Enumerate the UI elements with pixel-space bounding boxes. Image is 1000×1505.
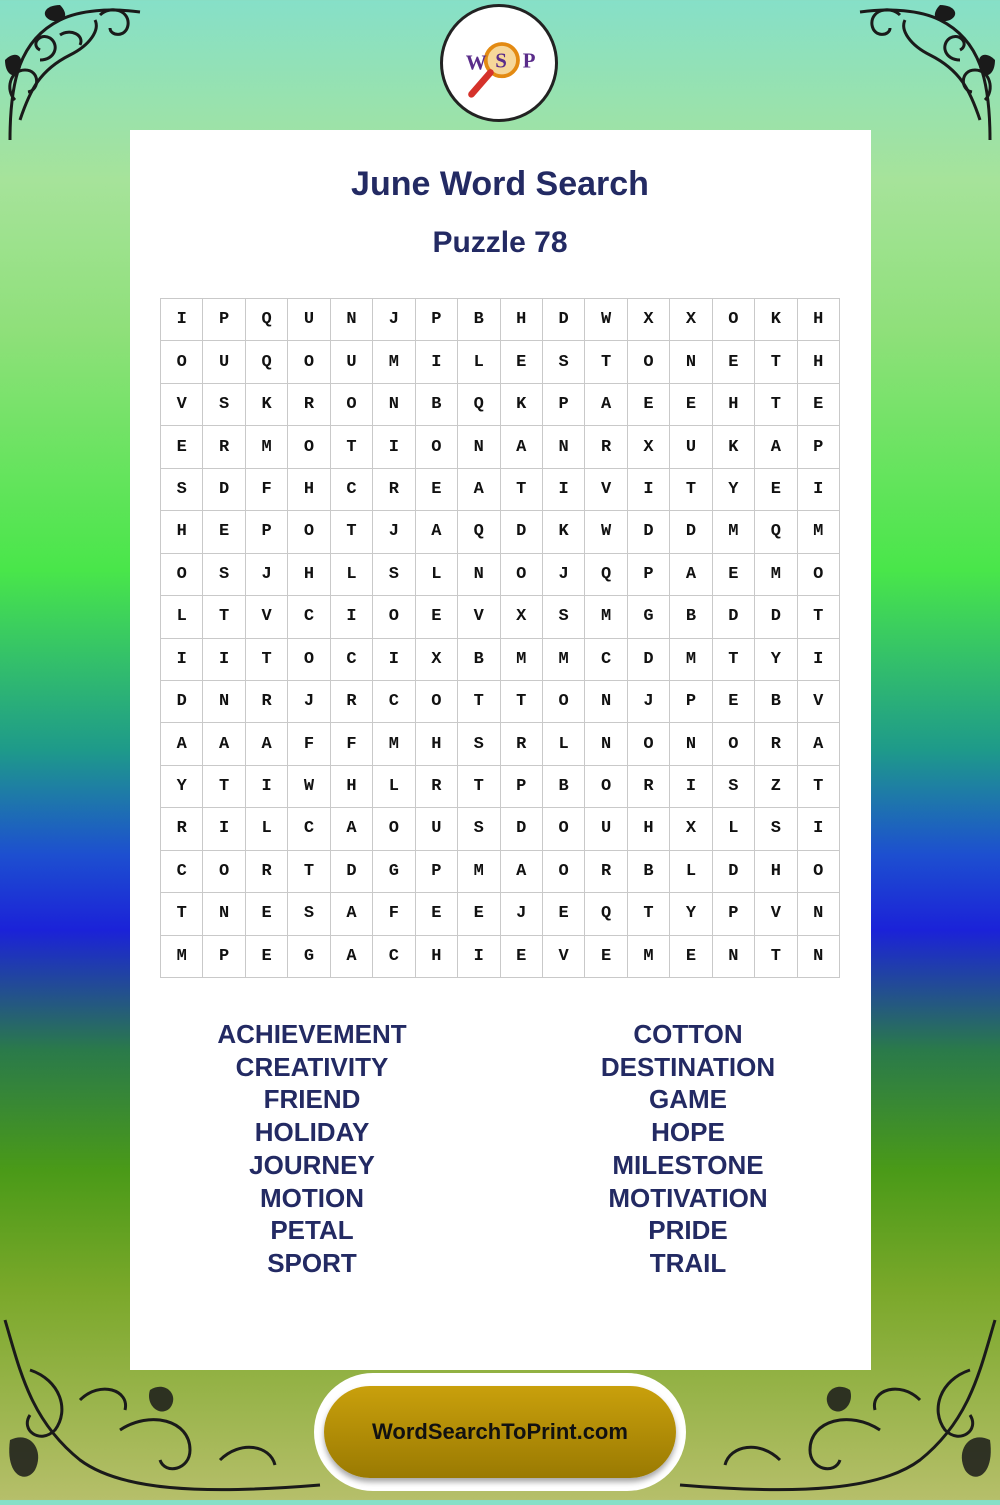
grid-cell[interactable]: R [585, 426, 627, 468]
grid-cell[interactable]: B [416, 384, 458, 426]
grid-cell[interactable]: N [585, 723, 627, 765]
grid-cell[interactable]: E [416, 469, 458, 511]
grid-cell[interactable]: N [203, 893, 245, 935]
grid-cell[interactable]: Q [246, 299, 288, 341]
grid-cell[interactable]: W [585, 299, 627, 341]
grid-cell[interactable]: T [755, 384, 797, 426]
grid-cell[interactable]: A [755, 426, 797, 468]
grid-cell[interactable]: N [203, 681, 245, 723]
word-list-item: PETAL [270, 1215, 354, 1246]
grid-cell[interactable]: A [331, 808, 373, 850]
grid-cell[interactable]: C [288, 808, 330, 850]
grid-cell[interactable]: D [543, 299, 585, 341]
grid-cell[interactable]: S [203, 554, 245, 596]
site-logo[interactable] [440, 4, 558, 122]
word-list-item: FRIEND [263, 1084, 361, 1115]
grid-cell[interactable]: X [416, 639, 458, 681]
grid-cell[interactable]: S [543, 596, 585, 638]
grid-cell[interactable]: E [161, 426, 203, 468]
grid-cell[interactable]: D [670, 511, 712, 553]
grid-cell[interactable]: T [458, 766, 500, 808]
grid-cell[interactable]: E [670, 384, 712, 426]
grid-cell[interactable]: U [670, 426, 712, 468]
grid-cell[interactable]: T [798, 766, 840, 808]
word-list-item: CREATIVITY [235, 1051, 389, 1082]
grid-cell[interactable]: P [713, 893, 755, 935]
grid-cell[interactable]: T [628, 893, 670, 935]
grid-cell[interactable]: J [288, 681, 330, 723]
grid-cell[interactable]: J [501, 893, 543, 935]
grid-cell[interactable]: O [288, 426, 330, 468]
grid-cell[interactable]: K [246, 384, 288, 426]
word-list-item: HOPE [651, 1117, 725, 1148]
grid-cell[interactable]: L [373, 766, 415, 808]
ornament-top-left [0, 0, 150, 150]
grid-cell[interactable]: M [798, 511, 840, 553]
grid-cell[interactable]: K [501, 384, 543, 426]
grid-cell[interactable]: I [331, 596, 373, 638]
grid-cell[interactable]: M [628, 936, 670, 978]
grid-cell[interactable]: Q [585, 554, 627, 596]
grid-cell[interactable]: K [543, 511, 585, 553]
grid-cell[interactable]: E [543, 893, 585, 935]
grid-cell[interactable]: S [458, 808, 500, 850]
grid-cell[interactable]: C [373, 936, 415, 978]
word-list-right [528, 1018, 848, 1280]
grid-cell[interactable]: X [628, 299, 670, 341]
word-list-item: MOTIVATION [608, 1182, 768, 1213]
grid-cell[interactable]: R [585, 851, 627, 893]
grid-cell[interactable]: P [670, 681, 712, 723]
word-list-item: DESTINATION [600, 1051, 776, 1082]
grid-cell[interactable]: T [755, 936, 797, 978]
grid-cell[interactable]: C [373, 681, 415, 723]
grid-cell[interactable]: E [713, 681, 755, 723]
grid-cell[interactable]: D [713, 596, 755, 638]
grid-cell[interactable]: W [585, 511, 627, 553]
grid-cell[interactable]: J [628, 681, 670, 723]
grid-cell[interactable]: E [798, 384, 840, 426]
grid-cell[interactable]: P [798, 426, 840, 468]
grid-cell[interactable]: H [628, 808, 670, 850]
word-list-item: TRAIL [649, 1247, 727, 1278]
word-list-item: ACHIEVEMENT [217, 1019, 407, 1049]
grid-cell[interactable]: D [203, 469, 245, 511]
grid-cell[interactable]: N [798, 936, 840, 978]
grid-cell[interactable]: U [203, 341, 245, 383]
grid-cell[interactable]: L [670, 851, 712, 893]
grid-cell[interactable]: A [331, 936, 373, 978]
word-list-left [152, 1018, 472, 1280]
grid-cell[interactable]: J [543, 554, 585, 596]
grid-cell[interactable]: R [501, 723, 543, 765]
grid-cell[interactable]: V [755, 893, 797, 935]
grid-cell[interactable]: T [501, 469, 543, 511]
grid-cell[interactable]: P [203, 299, 245, 341]
grid-cell[interactable]: O [628, 723, 670, 765]
grid-cell[interactable]: V [798, 681, 840, 723]
grid-cell[interactable]: N [585, 681, 627, 723]
grid-cell[interactable]: O [416, 426, 458, 468]
grid-cell[interactable]: A [458, 469, 500, 511]
grid-cell[interactable]: U [585, 808, 627, 850]
word-list-item: HOLIDAY [254, 1117, 370, 1148]
grid-cell[interactable]: E [713, 554, 755, 596]
grid-cell[interactable]: S [458, 723, 500, 765]
grid-cell[interactable]: S [755, 808, 797, 850]
grid-cell[interactable]: Q [246, 341, 288, 383]
grid-cell[interactable]: L [331, 554, 373, 596]
grid-cell[interactable]: Y [670, 893, 712, 935]
grid-cell[interactable]: O [331, 384, 373, 426]
grid-cell[interactable]: O [373, 596, 415, 638]
grid-cell[interactable]: T [458, 681, 500, 723]
grid-cell[interactable]: U [416, 808, 458, 850]
grid-cell[interactable]: L [543, 723, 585, 765]
grid-cell[interactable]: P [543, 384, 585, 426]
letter-grid[interactable] [160, 298, 840, 978]
grid-cell[interactable]: O [798, 851, 840, 893]
grid-cell[interactable]: B [670, 596, 712, 638]
word-list-item: MOTION [260, 1182, 364, 1213]
grid-cell[interactable]: E [246, 936, 288, 978]
grid-cell[interactable]: T [501, 681, 543, 723]
grid-cell[interactable]: D [331, 851, 373, 893]
grid-cell[interactable]: A [203, 723, 245, 765]
grid-cell[interactable]: M [543, 639, 585, 681]
grid-cell[interactable]: O [501, 554, 543, 596]
grid-cell[interactable]: M [246, 426, 288, 468]
grid-cell[interactable]: H [755, 851, 797, 893]
grid-cell[interactable]: A [501, 851, 543, 893]
grid-cell[interactable]: O [288, 341, 330, 383]
grid-cell[interactable]: E [755, 469, 797, 511]
grid-cell[interactable]: H [501, 299, 543, 341]
grid-cell[interactable]: S [543, 341, 585, 383]
grid-cell[interactable]: J [246, 554, 288, 596]
grid-cell[interactable]: D [755, 596, 797, 638]
grid-cell[interactable]: N [798, 893, 840, 935]
grid-cell[interactable]: H [416, 936, 458, 978]
grid-cell[interactable]: M [755, 554, 797, 596]
grid-cell[interactable]: E [713, 341, 755, 383]
grid-cell[interactable]: R [288, 384, 330, 426]
grid-cell[interactable]: A [246, 723, 288, 765]
grid-cell[interactable]: G [373, 851, 415, 893]
grid-cell[interactable]: O [416, 681, 458, 723]
grid-cell[interactable]: D [501, 511, 543, 553]
grid-cell[interactable]: E [416, 893, 458, 935]
grid-cell[interactable]: K [755, 299, 797, 341]
grid-cell[interactable]: U [288, 299, 330, 341]
grid-cell[interactable]: X [501, 596, 543, 638]
grid-cell[interactable]: N [458, 426, 500, 468]
word-list-item: MILESTONE [612, 1149, 764, 1180]
grid-cell[interactable]: D [713, 851, 755, 893]
word-list-item: JOURNEY [249, 1149, 375, 1180]
grid-cell[interactable]: M [670, 639, 712, 681]
grid-cell[interactable]: H [161, 511, 203, 553]
grid-cell[interactable]: D [628, 511, 670, 553]
grid-cell[interactable]: E [628, 384, 670, 426]
grid-cell[interactable]: I [798, 639, 840, 681]
grid-cell[interactable]: H [713, 384, 755, 426]
grid-cell[interactable]: R [331, 681, 373, 723]
grid-cell[interactable]: R [628, 766, 670, 808]
grid-cell[interactable]: R [755, 723, 797, 765]
grid-cell[interactable]: N [670, 723, 712, 765]
grid-cell[interactable]: L [246, 808, 288, 850]
grid-cell[interactable]: O [288, 639, 330, 681]
grid-cell[interactable]: Y [713, 469, 755, 511]
word-list-item: SPORT [267, 1247, 357, 1278]
grid-cell[interactable]: O [798, 554, 840, 596]
grid-cell[interactable]: H [798, 299, 840, 341]
grid-cell[interactable]: B [755, 681, 797, 723]
grid-cell[interactable]: E [501, 341, 543, 383]
ornament-top-right [850, 0, 1000, 150]
grid-cell[interactable]: I [670, 766, 712, 808]
grid-cell[interactable]: S [288, 893, 330, 935]
logo-letter: S [495, 48, 507, 73]
grid-cell[interactable]: C [331, 469, 373, 511]
ornament-corner-icon [0, 0, 150, 150]
grid-cell[interactable]: A [670, 554, 712, 596]
grid-cell[interactable]: L [161, 596, 203, 638]
grid-cell[interactable]: I [543, 469, 585, 511]
grid-cell[interactable]: I [798, 808, 840, 850]
magnifier-icon [443, 7, 555, 119]
grid-cell[interactable]: T [331, 426, 373, 468]
grid-cell[interactable]: E [458, 893, 500, 935]
grid-cell[interactable]: M [458, 851, 500, 893]
grid-cell[interactable]: L [713, 808, 755, 850]
grid-cell[interactable]: O [543, 681, 585, 723]
grid-cell[interactable]: T [203, 766, 245, 808]
grid-cell[interactable]: I [458, 936, 500, 978]
grid-cell[interactable]: M [373, 341, 415, 383]
grid-cell[interactable]: C [585, 639, 627, 681]
grid-cell[interactable]: B [458, 639, 500, 681]
grid-cell[interactable]: T [203, 596, 245, 638]
grid-cell[interactable]: S [373, 554, 415, 596]
grid-cell[interactable]: X [670, 808, 712, 850]
grid-cell[interactable]: E [416, 596, 458, 638]
grid-cell[interactable]: S [713, 766, 755, 808]
grid-cell[interactable]: E [203, 511, 245, 553]
grid-cell[interactable]: R [161, 808, 203, 850]
grid-cell[interactable]: M [161, 936, 203, 978]
grid-cell[interactable]: Q [585, 893, 627, 935]
grid-cell[interactable]: K [713, 426, 755, 468]
grid-cell[interactable]: P [416, 851, 458, 893]
word-list-item: GAME [649, 1084, 727, 1115]
grid-cell[interactable]: H [331, 766, 373, 808]
grid-cell[interactable]: V [543, 936, 585, 978]
grid-cell[interactable]: T [585, 341, 627, 383]
grid-cell[interactable]: R [373, 469, 415, 511]
grid-cell[interactable]: A [501, 426, 543, 468]
grid-cell[interactable]: F [288, 723, 330, 765]
grid-cell[interactable]: E [246, 893, 288, 935]
grid-cell[interactable]: M [713, 511, 755, 553]
grid-cell[interactable]: P [628, 554, 670, 596]
ornament-corner-icon [850, 0, 1000, 150]
grid-cell[interactable]: O [585, 766, 627, 808]
grid-cell[interactable]: I [416, 341, 458, 383]
grid-cell[interactable]: Y [161, 766, 203, 808]
grid-cell[interactable]: A [585, 384, 627, 426]
grid-cell[interactable]: G [288, 936, 330, 978]
grid-cell[interactable]: L [458, 341, 500, 383]
grid-cell[interactable]: C [288, 596, 330, 638]
grid-cell[interactable]: B [628, 851, 670, 893]
grid-cell[interactable]: F [331, 723, 373, 765]
grid-cell[interactable]: E [670, 936, 712, 978]
grid-cell[interactable]: N [670, 341, 712, 383]
grid-cell[interactable]: N [458, 554, 500, 596]
grid-cell[interactable]: T [331, 511, 373, 553]
grid-cell[interactable]: I [161, 299, 203, 341]
grid-cell[interactable]: O [288, 511, 330, 553]
grid-cell[interactable]: O [713, 723, 755, 765]
grid-cell[interactable]: B [543, 766, 585, 808]
grid-cell[interactable]: L [416, 554, 458, 596]
grid-cell[interactable]: N [373, 384, 415, 426]
grid-cell[interactable]: G [628, 596, 670, 638]
grid-cell[interactable]: R [203, 426, 245, 468]
grid-cell[interactable]: H [798, 341, 840, 383]
grid-cell[interactable]: H [288, 554, 330, 596]
grid-cell[interactable]: Q [458, 384, 500, 426]
grid-cell[interactable]: S [203, 384, 245, 426]
grid-cell[interactable]: I [203, 639, 245, 681]
grid-cell[interactable]: W [288, 766, 330, 808]
grid-cell[interactable]: D [161, 681, 203, 723]
grid-cell[interactable]: T [755, 341, 797, 383]
grid-cell[interactable]: T [246, 639, 288, 681]
grid-cell[interactable]: F [246, 469, 288, 511]
grid-cell[interactable]: R [246, 681, 288, 723]
grid-cell[interactable]: A [331, 893, 373, 935]
grid-cell[interactable]: Z [755, 766, 797, 808]
grid-cell[interactable]: O [161, 554, 203, 596]
grid-cell[interactable]: C [331, 639, 373, 681]
grid-cell[interactable]: I [203, 808, 245, 850]
grid-cell[interactable]: A [161, 723, 203, 765]
grid-cell[interactable]: R [246, 851, 288, 893]
grid-cell[interactable]: H [416, 723, 458, 765]
logo-letter: P [522, 48, 536, 73]
word-list-item: PRIDE [648, 1215, 728, 1246]
grid-cell[interactable]: O [161, 341, 203, 383]
grid-cell[interactable]: I [798, 469, 840, 511]
grid-cell[interactable]: P [246, 511, 288, 553]
puzzle-number: Puzzle 78 [432, 226, 568, 259]
grid-cell[interactable]: I [246, 766, 288, 808]
grid-cell[interactable]: Q [755, 511, 797, 553]
grid-cell[interactable]: T [670, 469, 712, 511]
grid-cell[interactable]: I [628, 469, 670, 511]
grid-cell[interactable]: X [628, 426, 670, 468]
grid-cell[interactable]: T [161, 893, 203, 935]
grid-cell[interactable]: Y [755, 639, 797, 681]
grid-cell[interactable]: X [670, 299, 712, 341]
grid-cell[interactable]: A [416, 511, 458, 553]
grid-cell[interactable]: E [501, 936, 543, 978]
grid-cell[interactable]: F [373, 893, 415, 935]
grid-cell[interactable]: M [501, 639, 543, 681]
site-link-button[interactable]: WordSearchToPrint.com [324, 1386, 676, 1478]
grid-cell[interactable]: P [501, 766, 543, 808]
grid-cell[interactable]: T [713, 639, 755, 681]
grid-cell[interactable]: J [373, 511, 415, 553]
grid-cell[interactable]: C [161, 851, 203, 893]
grid-cell[interactable]: E [585, 936, 627, 978]
grid-cell[interactable]: V [246, 596, 288, 638]
grid-cell[interactable]: O [713, 299, 755, 341]
grid-cell[interactable]: D [628, 639, 670, 681]
grid-cell[interactable]: O [373, 808, 415, 850]
grid-cell[interactable]: N [331, 299, 373, 341]
grid-cell[interactable]: M [373, 723, 415, 765]
word-list-item: COTTON [633, 1019, 743, 1049]
grid-cell[interactable]: B [458, 299, 500, 341]
grid-cell[interactable]: V [458, 596, 500, 638]
grid-cell[interactable]: P [416, 299, 458, 341]
grid-cell[interactable]: T [798, 596, 840, 638]
grid-cell[interactable]: V [585, 469, 627, 511]
grid-cell[interactable]: O [628, 341, 670, 383]
grid-cell[interactable]: Q [458, 511, 500, 553]
grid-cell[interactable]: H [288, 469, 330, 511]
grid-cell[interactable]: A [798, 723, 840, 765]
grid-cell[interactable]: N [713, 936, 755, 978]
grid-cell[interactable]: O [543, 851, 585, 893]
grid-cell[interactable]: D [501, 808, 543, 850]
page-title: June Word Search [351, 165, 649, 203]
grid-cell[interactable]: I [373, 639, 415, 681]
grid-cell[interactable]: J [373, 299, 415, 341]
grid-cell[interactable]: U [331, 341, 373, 383]
grid-cell[interactable]: N [543, 426, 585, 468]
grid-cell[interactable]: S [161, 469, 203, 511]
grid-cell[interactable]: P [203, 936, 245, 978]
grid-cell[interactable]: M [585, 596, 627, 638]
grid-cell[interactable]: T [288, 851, 330, 893]
grid-cell[interactable]: R [416, 766, 458, 808]
grid-cell[interactable]: I [161, 639, 203, 681]
grid-cell[interactable]: O [543, 808, 585, 850]
grid-cell[interactable]: V [161, 384, 203, 426]
grid-cell[interactable]: O [203, 851, 245, 893]
grid-cell[interactable]: I [373, 426, 415, 468]
logo-letter: W [465, 50, 487, 75]
